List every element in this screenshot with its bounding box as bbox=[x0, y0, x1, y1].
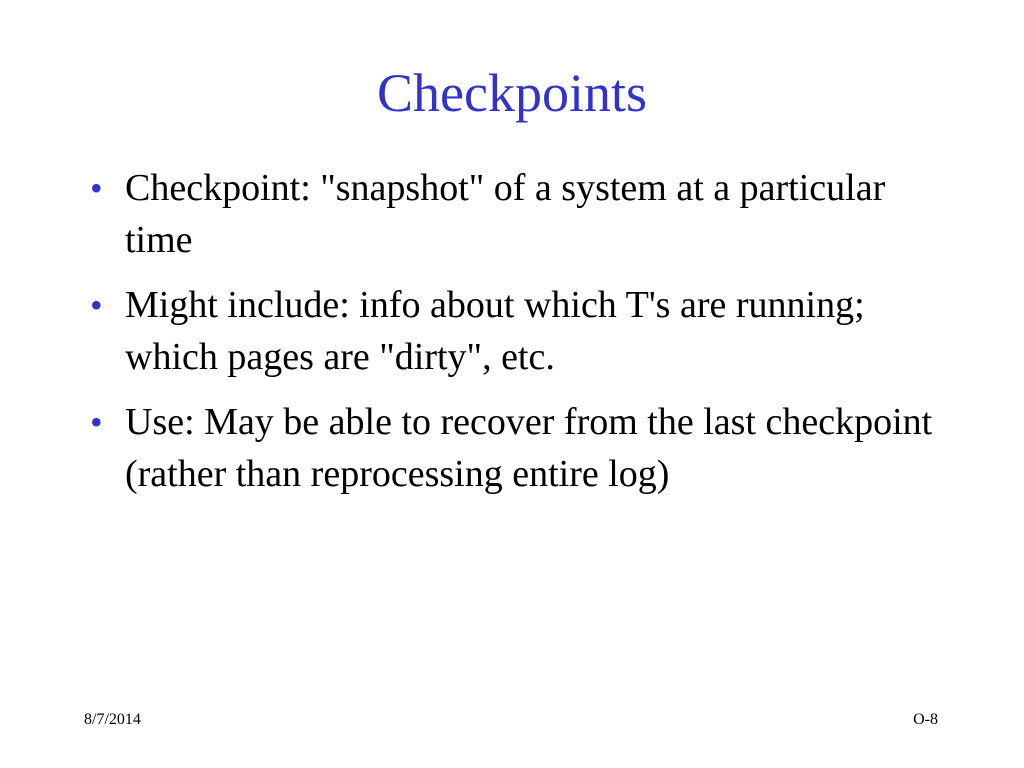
bullet-item bbox=[84, 162, 944, 266]
bullet-dot-icon: • bbox=[90, 168, 103, 208]
bullet-text: Use: May be able to recover from the last checkpoint (rather than reprocessing entire log) bbox=[125, 401, 933, 495]
bullet-dot-icon: • bbox=[90, 285, 103, 325]
bullet-list bbox=[84, 162, 944, 513]
bullet-dot-icon: • bbox=[90, 402, 103, 442]
slide-title: Checkpoints bbox=[377, 63, 647, 123]
footer-page-number: O-8 bbox=[913, 711, 938, 728]
footer-date: 8/7/2014 bbox=[84, 711, 141, 728]
bullet-item bbox=[84, 279, 944, 383]
bullet-text: Checkpoint: "snapshot" of a system at a particular time bbox=[125, 167, 886, 261]
bullet-text: Might include: info about which T's are running; which pages are "dirty", etc. bbox=[125, 284, 865, 378]
bullet-item bbox=[84, 396, 944, 500]
